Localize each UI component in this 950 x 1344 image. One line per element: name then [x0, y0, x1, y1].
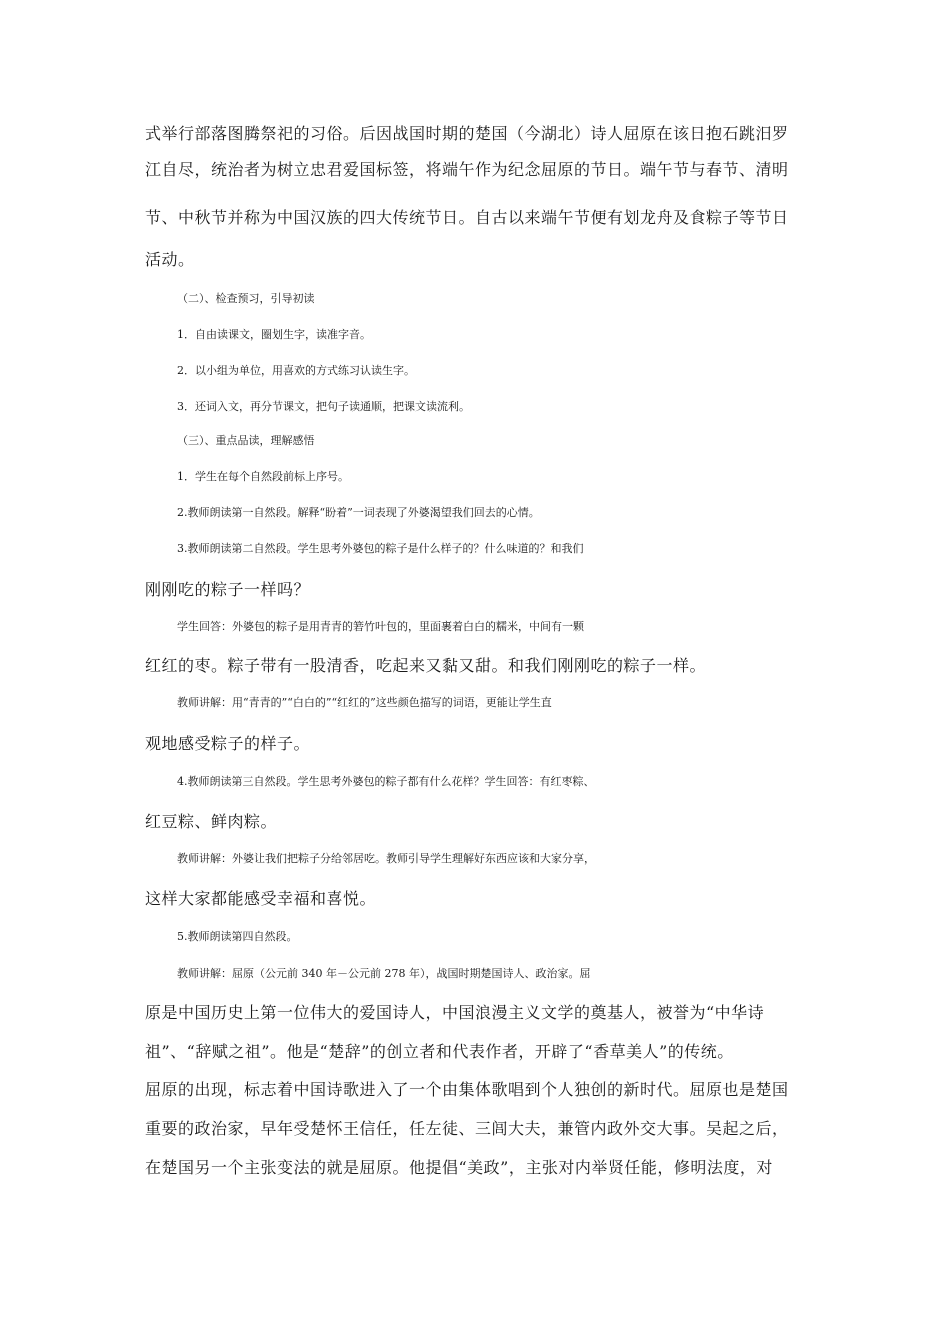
- paragraph-line: 教师讲解：屈原（公元前 340 年－公元前 278 年），战国时期楚国诗人、政治家。屈: [177, 967, 591, 980]
- section-heading: （三）、重点品读，理解感悟: [177, 434, 315, 447]
- paragraph-line: 原是中国历史上第一位伟大的爱国诗人，中国浪漫主义文学的奠基人，被誉为“中华诗: [145, 1003, 765, 1022]
- paragraph-line: 节、中秋节并称为中国汉族的四大传统节日。自古以来端午节便有划龙舟及食粽子等节日: [145, 208, 789, 227]
- paragraph-line: 重要的政治家，早年受楚怀王信任，任左徒、三闾大夫，兼管内政外交大事。吴起之后，: [145, 1119, 789, 1138]
- list-item: 1．学生在每个自然段前标上序号。: [177, 470, 349, 483]
- paragraph-line: 红豆粽、鲜肉粽。: [145, 812, 278, 831]
- paragraph-line: 祖”、“辞赋之祖”。他是“楚辞”的创立者和代表作者，开辟了“香草美人”的传统。: [145, 1042, 734, 1061]
- list-item: 2．以小组为单位，用喜欢的方式练习认读生字。: [177, 364, 415, 377]
- paragraph-line: 屈原的出现，标志着中国诗歌进入了一个由集体歌唱到个人独创的新时代。屈原也是楚国: [145, 1080, 789, 1099]
- paragraph-line: 教师讲解：用“青青的”“白白的”“红红的”这些颜色描写的词语，更能让学生直: [177, 696, 552, 709]
- paragraph-line: 刚刚吃的粽子一样吗？: [145, 580, 311, 599]
- list-item: 2.教师朗读第一自然段。解释“盼着”一词表现了外婆渴望我们回去的心情。: [177, 506, 540, 519]
- paragraph-line: 教师讲解：外婆让我们把粽子分给邻居吃。教师引导学生理解好东西应该和大家分享，: [177, 852, 595, 865]
- list-item: 3．还词入文，再分节课文，把句子读通顺，把课文读流利。: [177, 400, 470, 413]
- paragraph-line: 红红的枣。粽子带有一股清香，吃起来又黏又甜。和我们刚刚吃的粽子一样。: [145, 656, 707, 675]
- paragraph-line: 江自尽，统治者为树立忠君爱国标签，将端午作为纪念屈原的节日。端午节与春节、清明: [145, 160, 789, 179]
- paragraph-line: 活动。: [145, 250, 195, 269]
- paragraph-line: 这样大家都能感受幸福和喜悦。: [145, 889, 377, 908]
- paragraph-line: 在楚国另一个主张变法的就是屈原。他提倡“美政”，主张对内举贤任能，修明法度，对: [145, 1158, 773, 1177]
- paragraph-line: 观地感受粽子的样子。: [145, 734, 311, 753]
- list-item: 5.教师朗读第四自然段。: [177, 930, 298, 943]
- paragraph-line: 学生回答：外婆包的粽子是用青青的箬竹叶包的，里面裹着白白的糯米，中间有一颗: [177, 620, 584, 633]
- list-item: 3.教师朗读第二自然段。学生思考外婆包的粽子是什么样子的？什么味道的？和我们: [177, 542, 584, 555]
- section-heading: （二）、检查预习，引导初读: [177, 292, 315, 305]
- paragraph-line: 式举行部落图腾祭祀的习俗。后因战国时期的楚国（今湖北）诗人屈原在该日抱石跳汨罗: [145, 124, 789, 143]
- list-item: 4.教师朗读第三自然段。学生思考外婆包的粽子都有什么花样？学生回答：有红枣粽、: [177, 775, 595, 788]
- list-item: 1．自由读课文，圈划生字，读准字音。: [177, 328, 371, 341]
